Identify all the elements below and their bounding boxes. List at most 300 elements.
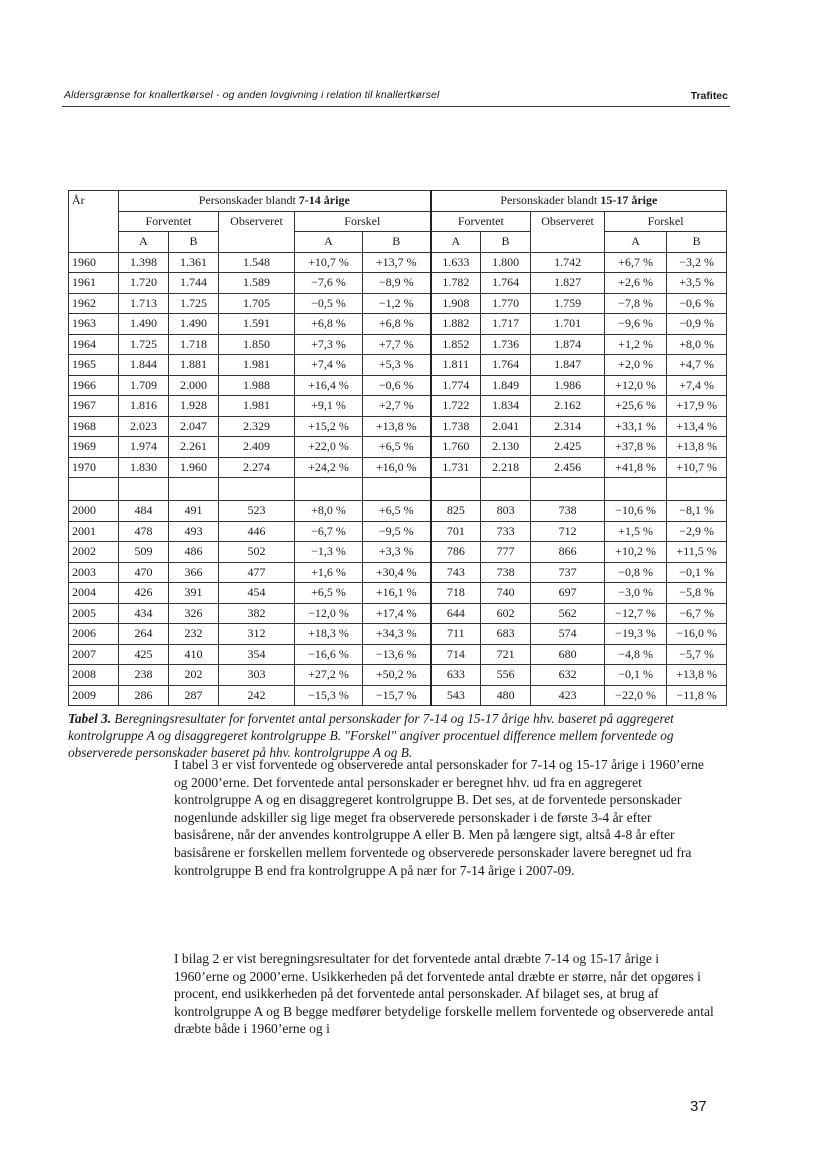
table-cell: +11,5 %	[667, 542, 727, 563]
table-cell: 2.041	[481, 416, 531, 437]
table-cell: +16,0 %	[363, 457, 431, 478]
table-cell: 683	[481, 624, 531, 645]
table-cell: 825	[431, 501, 481, 522]
table-cell: −12,0 %	[295, 603, 363, 624]
table-cell: 1.811	[431, 355, 481, 376]
table-cell: −12,7 %	[605, 603, 667, 624]
table-cell: 391	[169, 583, 219, 604]
gap-cell	[119, 478, 169, 501]
table-cell: +18,3 %	[295, 624, 363, 645]
col-a-forskel-15-17: A	[605, 232, 667, 253]
table-cell: 425	[119, 644, 169, 665]
group-15-17-prefix: Personskader blandt	[500, 193, 601, 207]
gap-cell	[531, 478, 605, 501]
table-cell: 2.000	[169, 375, 219, 396]
table-cell: +7,4 %	[295, 355, 363, 376]
table-body-1960s	[69, 252, 727, 478]
table-cell: +13,8 %	[667, 437, 727, 458]
table-cell: +2,6 %	[605, 273, 667, 294]
table-cell: 303	[219, 665, 295, 686]
table-cell: −8,1 %	[667, 501, 727, 522]
table-cell: 738	[531, 501, 605, 522]
table-cell: 1.725	[169, 293, 219, 314]
table-row	[69, 583, 727, 604]
header-row-1	[69, 191, 727, 212]
table-cell: 1.705	[219, 293, 295, 314]
table-cell: +6,5 %	[295, 583, 363, 604]
year-cell: 1961	[69, 273, 119, 294]
table-cell: +13,4 %	[667, 416, 727, 437]
table-cell: −6,7 %	[295, 521, 363, 542]
table-cell: 1.701	[531, 314, 605, 335]
year-cell: 2001	[69, 521, 119, 542]
table-cell: 2.456	[531, 457, 605, 478]
table-cell: 1.742	[531, 252, 605, 273]
table-cell: +1,2 %	[605, 334, 667, 355]
table-cell: 721	[481, 644, 531, 665]
table-cell: 1.834	[481, 396, 531, 417]
table-cell: 1.928	[169, 396, 219, 417]
table-row	[69, 334, 727, 355]
table-cell: +2,7 %	[363, 396, 431, 417]
table-cell: 366	[169, 562, 219, 583]
gap-cell	[667, 478, 727, 501]
table-cell: +16,4 %	[295, 375, 363, 396]
table-cell: −6,7 %	[667, 603, 727, 624]
gap-cell	[219, 478, 295, 501]
table-cell: +6,7 %	[605, 252, 667, 273]
table-cell: +1,6 %	[295, 562, 363, 583]
table-cell: −3,0 %	[605, 583, 667, 604]
year-cell: 2004	[69, 583, 119, 604]
table-cell: 1.850	[219, 334, 295, 355]
caption-label: Tabel 3.	[68, 711, 112, 726]
table-cell: 480	[481, 685, 531, 706]
year-cell: 2005	[69, 603, 119, 624]
table-cell: 714	[431, 644, 481, 665]
table-cell: −0,6 %	[667, 293, 727, 314]
forskel-header-15-17: Forskel	[605, 211, 727, 232]
year-cell: 1970	[69, 457, 119, 478]
table-cell: −3,2 %	[667, 252, 727, 273]
table-cell: 1.981	[219, 355, 295, 376]
table-cell: 562	[531, 603, 605, 624]
table-head	[69, 191, 727, 253]
year-header: År	[69, 191, 119, 253]
table-cell: 1.725	[119, 334, 169, 355]
year-cell: 1963	[69, 314, 119, 335]
table-cell: +13,8 %	[363, 416, 431, 437]
table-cell: 287	[169, 685, 219, 706]
table-cell: 738	[481, 562, 531, 583]
table-cell: +30,4 %	[363, 562, 431, 583]
table-cell: 1.764	[481, 273, 531, 294]
table-row	[69, 562, 727, 583]
table-cell: +1,5 %	[605, 521, 667, 542]
table-cell: 1.974	[119, 437, 169, 458]
table-row	[69, 457, 727, 478]
table-cell: 556	[481, 665, 531, 686]
table-cell: 718	[431, 583, 481, 604]
results-table	[68, 190, 727, 706]
table-cell: 1.589	[219, 273, 295, 294]
table-row	[69, 521, 727, 542]
table-cell: +6,5 %	[363, 501, 431, 522]
table-cell: −0,6 %	[363, 375, 431, 396]
col-a-forskel-7-14: A	[295, 232, 363, 253]
table-cell: 1.764	[481, 355, 531, 376]
table-cell: +33,1 %	[605, 416, 667, 437]
table-cell: +27,2 %	[295, 665, 363, 686]
table-cell: 1.717	[481, 314, 531, 335]
table-cell: 2.130	[481, 437, 531, 458]
col-b-forskel-7-14: B	[363, 232, 431, 253]
table-cell: 1.633	[431, 252, 481, 273]
table-row	[69, 355, 727, 376]
table-cell: +8,0 %	[667, 334, 727, 355]
year-cell: 2006	[69, 624, 119, 645]
table-cell: 2.218	[481, 457, 531, 478]
table-cell: +22,0 %	[295, 437, 363, 458]
table-cell: 1.490	[119, 314, 169, 335]
table-cell: +9,1 %	[295, 396, 363, 417]
table-cell: +12,0 %	[605, 375, 667, 396]
table-cell: +50,2 %	[363, 665, 431, 686]
table-cell: 633	[431, 665, 481, 686]
table-cell: 434	[119, 603, 169, 624]
table-cell: 1.759	[531, 293, 605, 314]
table-cell: 486	[169, 542, 219, 563]
table-cell: +17,4 %	[363, 603, 431, 624]
table-cell: 477	[219, 562, 295, 583]
table-cell: 697	[531, 583, 605, 604]
table-cell: 1.736	[481, 334, 531, 355]
table-cell: 1.986	[531, 375, 605, 396]
forventet-header-15-17: Forventet	[431, 211, 531, 232]
table-cell: 1.731	[431, 457, 481, 478]
table-cell: 1.722	[431, 396, 481, 417]
table-cell: 509	[119, 542, 169, 563]
table-cell: +17,9 %	[667, 396, 727, 417]
header-title: Aldersgrænse for knallertkørsel - og anden lovgivning i relation til knallertkørsel	[64, 89, 440, 101]
table-cell: −9,5 %	[363, 521, 431, 542]
table-cell: +13,8 %	[667, 665, 727, 686]
table-cell: 786	[431, 542, 481, 563]
table-cell: +7,3 %	[295, 334, 363, 355]
table-cell: 574	[531, 624, 605, 645]
body-paragraph-2: I bilag 2 er vist beregningsresultater for det forventede antal dræbte 7-14 og 15-17 årige i 1960’erne og 2000’erne. Usikkerheden på det forventede antal dræbte er større, når det opgøres i procent, end usikkerheden på det forventede antal personskader. Af bilaget ses, at brug af kontrolgruppe A og B begge medfører betydelige forskelle mellem forventede og observerede antal dræbte både i 1960’erne og i	[174, 951, 714, 1037]
table-cell: −4,8 %	[605, 644, 667, 665]
table-cell: 711	[431, 624, 481, 645]
table-cell: 1.774	[431, 375, 481, 396]
table-cell: +10,2 %	[605, 542, 667, 563]
page-header	[62, 88, 730, 107]
table-cell: +10,7 %	[295, 252, 363, 273]
table-cell: −8,9 %	[363, 273, 431, 294]
group-7-14-prefix: Personskader blandt	[198, 193, 299, 207]
table-cell: 470	[119, 562, 169, 583]
table-cell: 1.709	[119, 375, 169, 396]
year-cell: 2009	[69, 685, 119, 706]
table-row	[69, 624, 727, 645]
header-row-3	[69, 232, 727, 253]
year-cell: 1960	[69, 252, 119, 273]
table-cell: 1.816	[119, 396, 169, 417]
table-cell: 264	[119, 624, 169, 645]
table-cell: 2.023	[119, 416, 169, 437]
year-cell: 1969	[69, 437, 119, 458]
year-cell: 1967	[69, 396, 119, 417]
table-row	[69, 501, 727, 522]
table-caption	[68, 710, 728, 761]
gap-cell	[481, 478, 531, 501]
table-cell: 1.490	[169, 314, 219, 335]
table-cell: 1.849	[481, 375, 531, 396]
table-cell: +37,8 %	[605, 437, 667, 458]
group-15-17-age: 15-17 årige	[600, 193, 658, 207]
table-cell: 312	[219, 624, 295, 645]
table-cell: 202	[169, 665, 219, 686]
table-cell: 2.162	[531, 396, 605, 417]
table-cell: 446	[219, 521, 295, 542]
col-a-forventet-7-14: A	[119, 232, 169, 253]
table-row	[69, 314, 727, 335]
table-cell: 423	[531, 685, 605, 706]
table-row	[69, 542, 727, 563]
table-cell: +41,8 %	[605, 457, 667, 478]
col-b-forventet-7-14: B	[169, 232, 219, 253]
table-cell: +3,3 %	[363, 542, 431, 563]
table-cell: 733	[481, 521, 531, 542]
table-row	[69, 396, 727, 417]
table-cell: 1.908	[431, 293, 481, 314]
table-body-2000s	[69, 501, 727, 706]
table-cell: 410	[169, 644, 219, 665]
table-cell: −1,3 %	[295, 542, 363, 563]
year-cell: 2007	[69, 644, 119, 665]
table-cell: 242	[219, 685, 295, 706]
table-cell: +10,7 %	[667, 457, 727, 478]
table-cell: 1.770	[481, 293, 531, 314]
table-cell: 743	[431, 562, 481, 583]
year-cell: 2003	[69, 562, 119, 583]
table-cell: −0,8 %	[605, 562, 667, 583]
table-cell: −15,3 %	[295, 685, 363, 706]
year-cell: 2008	[69, 665, 119, 686]
table-cell: 1.760	[431, 437, 481, 458]
table-cell: −0,5 %	[295, 293, 363, 314]
year-cell: 1968	[69, 416, 119, 437]
group-7-14-age: 7-14 årige	[298, 193, 350, 207]
table-cell: 777	[481, 542, 531, 563]
table-cell: +34,3 %	[363, 624, 431, 645]
year-cell: 1962	[69, 293, 119, 314]
table-cell: 326	[169, 603, 219, 624]
table-cell: 712	[531, 521, 605, 542]
group-15-17-header	[431, 191, 727, 212]
table-cell: 1.844	[119, 355, 169, 376]
table-cell: +6,5 %	[363, 437, 431, 458]
table-cell: 644	[431, 603, 481, 624]
observeret-header-7-14: Observeret	[219, 211, 295, 252]
table-cell: +2,0 %	[605, 355, 667, 376]
table-cell: 1.981	[219, 396, 295, 417]
year-cell: 2000	[69, 501, 119, 522]
table-cell: −0,9 %	[667, 314, 727, 335]
table-cell: 1.874	[531, 334, 605, 355]
table-row	[69, 685, 727, 706]
table-cell: −13,6 %	[363, 644, 431, 665]
table-cell: +7,4 %	[667, 375, 727, 396]
table-cell: 737	[531, 562, 605, 583]
table-cell: 543	[431, 685, 481, 706]
table-cell: 484	[119, 501, 169, 522]
table-cell: 602	[481, 603, 531, 624]
table-row	[69, 252, 727, 273]
table-cell: +8,0 %	[295, 501, 363, 522]
table-cell: +6,8 %	[363, 314, 431, 335]
table-cell: 426	[119, 583, 169, 604]
table-cell: 286	[119, 685, 169, 706]
table-row	[69, 644, 727, 665]
table-cell: 740	[481, 583, 531, 604]
table-cell: −10,6 %	[605, 501, 667, 522]
col-a-forventet-15-17: A	[431, 232, 481, 253]
table-row	[69, 293, 727, 314]
table-cell: 680	[531, 644, 605, 665]
results-table-container	[68, 190, 726, 706]
table-cell: 1.800	[481, 252, 531, 273]
table-cell: 1.398	[119, 252, 169, 273]
table-cell: −15,7 %	[363, 685, 431, 706]
table-gap	[69, 478, 727, 501]
table-cell: −0,1 %	[667, 562, 727, 583]
table-cell: 232	[169, 624, 219, 645]
caption-text: Beregningsresultater for forventet antal personskader for 7-14 og 15-17 årige hhv. baseret på aggregeret kontrolgruppe A og disaggregeret kontrolgruppe B. "Forskel" angiver procentuel difference mellem forventede og observerede personskader baseret på hhv. kontrolgruppe A og B.	[68, 711, 674, 760]
table-cell: −7,6 %	[295, 273, 363, 294]
year-cell: 2002	[69, 542, 119, 563]
header-row-2	[69, 211, 727, 232]
gap-cell	[69, 478, 119, 501]
table-cell: −16,0 %	[667, 624, 727, 645]
table-cell: 1.847	[531, 355, 605, 376]
table-cell: 2.274	[219, 457, 295, 478]
table-cell: 1.713	[119, 293, 169, 314]
table-cell: 454	[219, 583, 295, 604]
table-cell: 2.314	[531, 416, 605, 437]
gap-cell	[605, 478, 667, 501]
table-cell: 2.047	[169, 416, 219, 437]
table-cell: 382	[219, 603, 295, 624]
table-cell: 491	[169, 501, 219, 522]
gap-cell	[295, 478, 363, 501]
forventet-header-7-14: Forventet	[119, 211, 219, 232]
table-cell: 1.960	[169, 457, 219, 478]
forskel-header-7-14: Forskel	[295, 211, 431, 232]
table-cell: −9,6 %	[605, 314, 667, 335]
year-cell: 1966	[69, 375, 119, 396]
table-cell: 866	[531, 542, 605, 563]
table-cell: 1.830	[119, 457, 169, 478]
table-cell: 523	[219, 501, 295, 522]
table-cell: 238	[119, 665, 169, 686]
table-cell: 1.881	[169, 355, 219, 376]
table-cell: −16,6 %	[295, 644, 363, 665]
body-paragraph-1: I tabel 3 er vist forventede og observerede antal personskader for 7-14 og 15-17 årige i 1960’erne og 2000’erne. Det forventede antal personskader er beregnet hhv. ud fra en aggregeret kontrolgruppe A og en disaggregeret kontrolgruppe B. Det ses, at de forventede personskader nogenlunde adskiller sig lige meget fra observerede personskader i de første 3-4 år efter basisårene, når der anvendes kontrolgruppe A eller B. Men på længere sigt, altså 4-8 år efter basisårene er forskellen mellem forventede og observerede personskader lavere beregnet ud fra kontrolgruppe B end fra kontrolgruppe A på nær for 7-14 årige i 2007-09.	[174, 757, 704, 878]
table-cell: 493	[169, 521, 219, 542]
group-7-14-header	[119, 191, 431, 212]
table-cell: +25,6 %	[605, 396, 667, 417]
table-cell: 1.718	[169, 334, 219, 355]
table-cell: +3,5 %	[667, 273, 727, 294]
table-cell: 1.988	[219, 375, 295, 396]
table-cell: −1,2 %	[363, 293, 431, 314]
table-cell: +6,8 %	[295, 314, 363, 335]
table-cell: −7,8 %	[605, 293, 667, 314]
table-cell: 1.738	[431, 416, 481, 437]
gap-cell	[431, 478, 481, 501]
table-cell: 1.744	[169, 273, 219, 294]
table-cell: −19,3 %	[605, 624, 667, 645]
table-cell: 354	[219, 644, 295, 665]
table-row	[69, 603, 727, 624]
col-b-forventet-15-17: B	[481, 232, 531, 253]
table-row	[69, 665, 727, 686]
observeret-header-15-17: Observeret	[531, 211, 605, 252]
table-cell: +4,7 %	[667, 355, 727, 376]
table-cell: +16,1 %	[363, 583, 431, 604]
year-cell: 1965	[69, 355, 119, 376]
table-cell: +24,2 %	[295, 457, 363, 478]
table-cell: 1.852	[431, 334, 481, 355]
page-number: 37	[690, 1098, 707, 1115]
gap-row	[69, 478, 727, 501]
table-row	[69, 273, 727, 294]
gap-cell	[169, 478, 219, 501]
table-cell: 632	[531, 665, 605, 686]
table-cell: −22,0 %	[605, 685, 667, 706]
gap-cell	[363, 478, 431, 501]
table-row	[69, 437, 727, 458]
col-b-forskel-15-17: B	[667, 232, 727, 253]
table-cell: 1.882	[431, 314, 481, 335]
table-cell: 701	[431, 521, 481, 542]
table-cell: 2.261	[169, 437, 219, 458]
table-cell: 1.361	[169, 252, 219, 273]
table-cell: +5,3 %	[363, 355, 431, 376]
table-cell: +7,7 %	[363, 334, 431, 355]
table-cell: 2.425	[531, 437, 605, 458]
table-cell: +13,7 %	[363, 252, 431, 273]
header-brand: Trafitec	[690, 90, 728, 102]
table-row	[69, 416, 727, 437]
table-cell: 502	[219, 542, 295, 563]
table-cell: −2,9 %	[667, 521, 727, 542]
table-cell: −5,8 %	[667, 583, 727, 604]
table-cell: −11,8 %	[667, 685, 727, 706]
table-cell: 478	[119, 521, 169, 542]
table-cell: 1.827	[531, 273, 605, 294]
table-cell: 803	[481, 501, 531, 522]
table-cell: 1.548	[219, 252, 295, 273]
table-cell: −5,7 %	[667, 644, 727, 665]
table-cell: +15,2 %	[295, 416, 363, 437]
year-cell: 1964	[69, 334, 119, 355]
table-cell: −0,1 %	[605, 665, 667, 686]
table-cell: 1.782	[431, 273, 481, 294]
table-row	[69, 375, 727, 396]
table-cell: 2.409	[219, 437, 295, 458]
